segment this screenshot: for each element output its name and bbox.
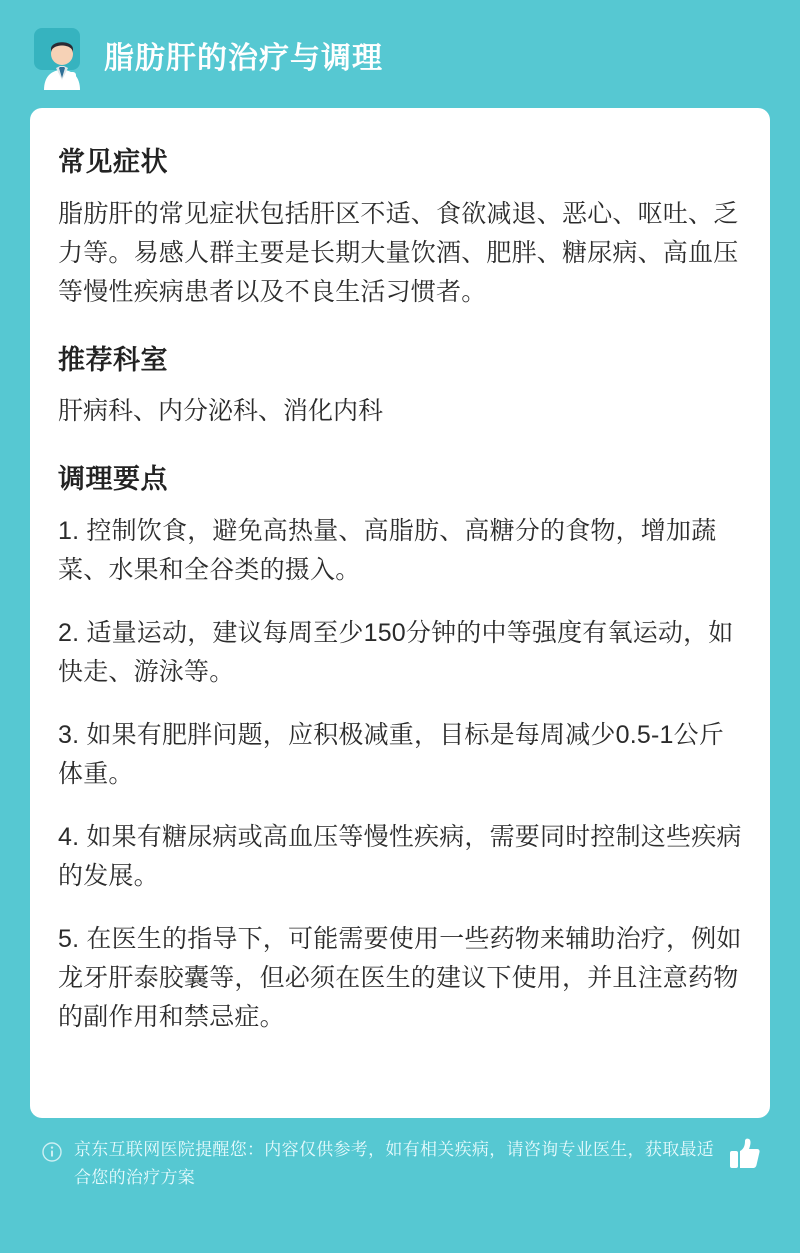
care-points-list	[58, 512, 742, 1037]
care-point-item: 2. 适量运动，建议每周至少150分钟的中等强度有氧运动，如快走、游泳等。	[58, 618, 734, 686]
thumbs-up-icon[interactable]	[730, 1138, 760, 1175]
care-point-item: 1. 控制饮食，避免高热量、高脂肪、高糖分的食物，增加蔬菜、水果和全谷类的摄入。	[58, 516, 717, 584]
care-point-item: 3. 如果有肥胖问题，应积极减重，目标是每周减少0.5-1公斤体重。	[58, 720, 724, 788]
header	[30, 28, 770, 108]
section-title-departments: 推荐科室	[58, 345, 168, 375]
doctor-avatar-icon	[34, 28, 90, 90]
page-title: 脂肪肝的治疗与调理	[104, 42, 383, 75]
info-circle-icon	[42, 1142, 62, 1167]
content-card	[30, 108, 770, 1118]
footer-disclaimer: 京东互联网医院提醒您：内容仅供参考，如有相关疾病，请咨询专业医生，获取最适合您的治疗方案	[74, 1140, 715, 1188]
care-point-item: 4. 如果有糖尿病或高血压等慢性疾病，需要同时控制这些疾病的发展。	[58, 822, 742, 890]
footer	[30, 1118, 770, 1192]
section-body-departments: 肝病科、内分泌科、消化内科	[58, 397, 384, 425]
section-title-care-points: 调理要点	[58, 463, 168, 494]
care-point-item: 5. 在医生的指导下，可能需要使用一些药物来辅助治疗，例如龙牙肝泰胶囊等，但必须在医生的建议下使用，并且注意药物的副作用和禁忌症。	[58, 924, 742, 1031]
section-body-symptoms: 脂肪肝的常见症状包括肝区不适、食欲减退、恶心、呕吐、乏力等。易感人群主要是长期大量饮酒、肥胖、糖尿病、高血压等慢性疾病患者以及不良生活习惯者。	[58, 200, 739, 306]
section-title-symptoms: 常见症状	[58, 147, 168, 177]
